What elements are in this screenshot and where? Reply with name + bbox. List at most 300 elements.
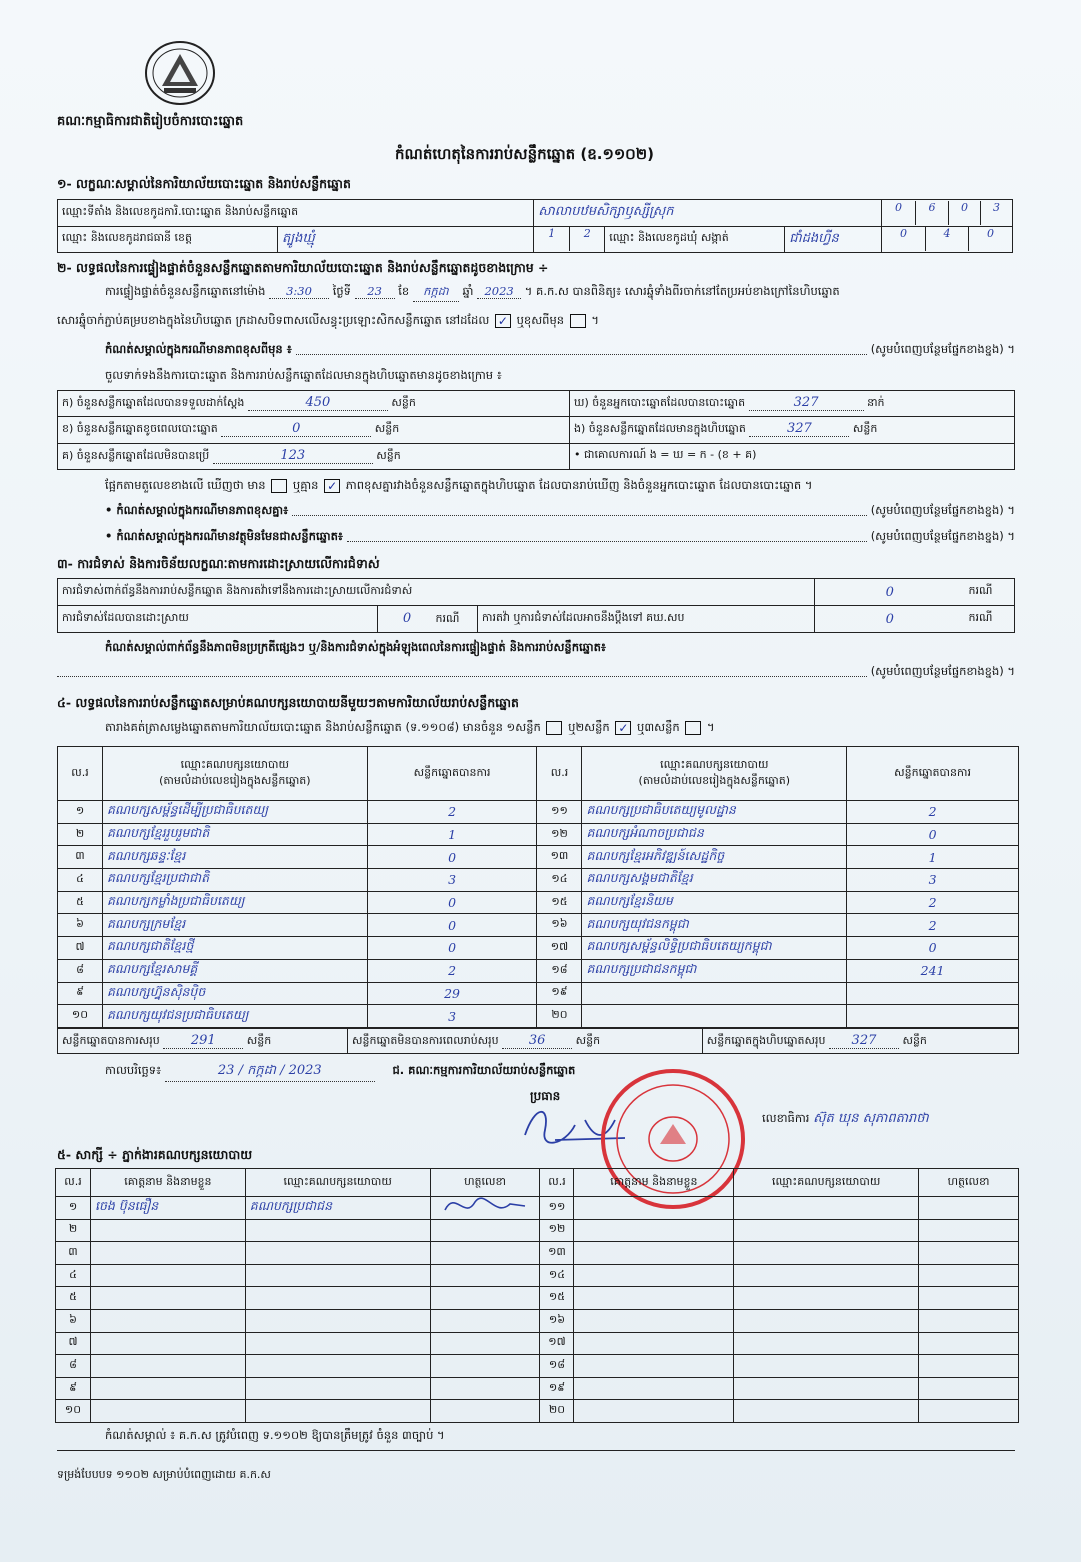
verification-line-2: សោរឆ្នុំចាក់ភ្ជាប់គម្របខាងក្នុងនៃហិបឆ្នោត ក្រដាសបិទពាសលើសន្ធុះប្រឡោះសិកសន្លឹកឆ្នោត នៅដដែល ✓ ឬខុសពីមុន ។ xyxy=(57,313,599,328)
witness-party xyxy=(734,1377,919,1400)
code-digit: 2 xyxy=(569,227,604,251)
party-votes: 2 xyxy=(847,914,1019,937)
row-number: ១៩ xyxy=(540,1377,574,1400)
location-code xyxy=(882,200,1013,227)
year-value: 2023 xyxy=(477,284,521,299)
unit: សន្លឹក xyxy=(376,448,401,462)
row-number: ១៤ xyxy=(540,1264,574,1287)
row-number: ២ xyxy=(58,823,103,846)
secretary-value: ស៊ុត ឃុន សុភាពតារាថា xyxy=(813,1111,929,1126)
row-number: ៤ xyxy=(58,869,103,892)
witness-signature-icon xyxy=(440,1190,530,1226)
party-name: គណបក្សកម្លាំងប្រជាធិបតេយ្យ xyxy=(102,891,367,914)
unit: សន្លឹក xyxy=(575,1033,601,1047)
party-votes: 1 xyxy=(847,846,1019,869)
unit: សន្លឹក xyxy=(391,396,416,410)
count-b-value: 0 xyxy=(221,421,371,437)
bullet-2-field[interactable] xyxy=(347,529,867,542)
row-number: ១៨ xyxy=(537,959,582,982)
count-b xyxy=(58,417,570,443)
chair-label: ប្រធាន xyxy=(530,1089,561,1103)
party-votes xyxy=(847,1005,1019,1028)
commune-value: ជាំដងហ្វីន xyxy=(785,226,882,253)
row-number: ១ xyxy=(58,801,103,824)
unit: សន្លឹក xyxy=(902,1033,927,1047)
witness-name xyxy=(90,1400,245,1423)
witness-signature-cell[interactable] xyxy=(919,1355,1019,1378)
unit-case: ករណី xyxy=(965,579,1015,606)
table-row xyxy=(56,1332,1019,1355)
fill-more-text: (សូមបំពេញបន្ថែមផ្នែកខាងខ្នង) ។ xyxy=(870,664,1015,678)
col-party-sub: (តាមលំដាប់លេខរៀងក្នុងសន្លឹកឆ្នោត) xyxy=(159,773,311,787)
witness-signature-cell[interactable] xyxy=(919,1287,1019,1310)
row-number: ៧ xyxy=(58,937,103,960)
time-value: 3:30 xyxy=(269,284,329,299)
party-name: គណបក្សខ្មែរនិយម xyxy=(582,891,847,914)
tally-text-c: ឬ៣សន្លឹក xyxy=(637,720,680,734)
table-row xyxy=(58,1005,1019,1028)
row-number: ៥ xyxy=(56,1287,91,1310)
text-verification-cont: ។ គ.ក.ស បានពិនិត្យ៖ សោរឆ្នុំទាំងពីរចាក់នៅតែប្រអប់ខាងក្រៅនៃហិបឆ្នោត xyxy=(524,284,840,298)
section-5-title: ៥- សាក្សី ÷ ភ្នាក់ងារគណបក្សនយោបាយ xyxy=(57,1147,253,1162)
section-3-note-line xyxy=(57,664,1015,681)
section-4-title: ៤- លទ្ធផលនៃការរាប់សន្លឹកឆ្នោតសម្រាប់គណបក្សនយោបាយនីមួយៗតាមការិយាល័យរាប់សន្លឹកឆ្នោត xyxy=(57,695,519,710)
witness-name xyxy=(574,1400,734,1423)
table-row xyxy=(58,869,1019,892)
party-name: គណបក្សប្រជាធិបតេយ្យមូលដ្ឋាន xyxy=(582,801,847,824)
code-digit: 6 xyxy=(915,201,948,225)
total-valid-cell xyxy=(58,1029,348,1054)
table-row xyxy=(58,914,1019,937)
table-row xyxy=(56,1309,1019,1332)
party-name: គណបក្សឆន្ទៈខ្មែរ xyxy=(102,846,367,869)
counts-intro: ចួលទាក់ទងនឹងការបោះឆ្នោត និងការរាប់សន្លឹកឆ្នោតដែលមានក្នុងហិបឆ្នោតមានដូចខាងក្រោម ៖ xyxy=(105,368,502,382)
table-row xyxy=(58,846,1019,869)
count-c xyxy=(58,443,570,469)
row-number: ៥ xyxy=(58,891,103,914)
row-number: ៨ xyxy=(56,1355,91,1378)
party-name: គណបក្សសម្ព័ន្ធលិទ្ធិប្រជាធិបតេយ្យកម្ពុជា xyxy=(582,937,847,960)
row-number: ៩ xyxy=(58,982,103,1005)
col-votes: សន្លឹកឆ្នោតបានការ xyxy=(847,747,1019,801)
fill-more-text: (សូមបំពេញបន្ថែមផ្នែកខាងខ្នង) ។ xyxy=(870,503,1015,517)
table-row xyxy=(56,1264,1019,1287)
party-votes: 29 xyxy=(367,982,537,1005)
resolved-label: ការជំទាស់ដែលបានដោះស្រាយ xyxy=(58,606,378,633)
col-party-sub: (តាមលំដាប់លេខរៀងក្នុងសន្លឹកឆ្នោត) xyxy=(638,773,791,787)
col-no: ល.រ xyxy=(540,1169,574,1197)
row-number: ១៦ xyxy=(540,1309,574,1332)
witness-signature-cell[interactable] xyxy=(430,1309,540,1332)
code-digit: 0 xyxy=(895,200,902,214)
witness-name xyxy=(90,1355,245,1378)
same-checkbox[interactable]: ✓ xyxy=(495,314,511,328)
table-row xyxy=(58,801,1019,824)
party-votes: 3 xyxy=(847,869,1019,892)
witness-name xyxy=(574,1377,734,1400)
count-e-value: 327 xyxy=(749,421,849,437)
party-votes: 2 xyxy=(847,891,1019,914)
section-1-table xyxy=(57,199,1013,253)
date-label: កាលបរិច្ឆេទ៖ xyxy=(105,1063,162,1077)
party-votes: 0 xyxy=(847,823,1019,846)
row-number: ១១ xyxy=(537,801,582,824)
witness-party xyxy=(245,1355,430,1378)
party-votes: 1 xyxy=(367,823,537,846)
party-name xyxy=(582,1005,847,1028)
row-number: ១៦ xyxy=(537,914,582,937)
witness-party xyxy=(734,1264,919,1287)
row-number: ១៧ xyxy=(537,937,582,960)
party-votes: 0 xyxy=(367,891,537,914)
different-checkbox[interactable] xyxy=(570,314,586,328)
compare-text-2: ឬគ្មាន xyxy=(292,478,319,492)
witness-signature-cell[interactable] xyxy=(919,1219,1019,1242)
witness-party xyxy=(734,1197,919,1220)
row-number: ៤ xyxy=(56,1264,91,1287)
count-a-value: 450 xyxy=(248,395,388,411)
code-digit: 4 xyxy=(925,227,968,251)
totals-table xyxy=(57,1028,1019,1054)
note-difference-line xyxy=(105,342,1015,359)
witness-party xyxy=(734,1242,919,1265)
province-code xyxy=(534,226,605,253)
table-row xyxy=(56,1377,1019,1400)
party-name: គណបក្សយុវជនកម្ពុជា xyxy=(582,914,847,937)
total-box-value: 327 xyxy=(829,1033,899,1049)
witness-signature-cell[interactable] xyxy=(919,1309,1019,1332)
row-number: ៨ xyxy=(58,959,103,982)
unit: សន្លឹក xyxy=(374,422,400,436)
count-d xyxy=(570,391,1015,417)
commune-code xyxy=(882,226,1013,253)
party-name: គណបក្សអំណាចប្រជាជន xyxy=(582,823,847,846)
day-value: 23 xyxy=(355,284,395,299)
party-votes: 0 xyxy=(367,937,537,960)
two-sheets-checkbox[interactable]: ✓ xyxy=(615,721,631,735)
compare-text-3: ភាពខុសគ្នារវាងចំនួនសន្លឹកឆ្នោតក្នុងហិបឆ្នោត ដែលបានរាប់ឃើញ និងចំនួនអ្នកបោះឆ្នោត ដែលបានបោះឆ្នោត ។ xyxy=(345,478,813,492)
witness-name xyxy=(574,1355,734,1378)
witness-party xyxy=(734,1355,919,1378)
witness-signature-cell[interactable] xyxy=(430,1287,540,1310)
province-value: ត្បូងឃ្មុំ xyxy=(278,226,534,253)
three-sheets-checkbox[interactable] xyxy=(685,721,701,735)
text-year-label: ឆ្នាំ xyxy=(462,284,474,298)
row-number: ១០ xyxy=(56,1400,91,1423)
fill-more-text: (សូមបំពេញបន្ថែមផ្នែកខាងខ្នង) ។ xyxy=(870,342,1015,356)
table-row xyxy=(56,1400,1019,1423)
col-no: ល.រ xyxy=(58,747,103,801)
col-votes: សន្លឹកឆ្នោតបានការ xyxy=(367,747,537,801)
row-number: ១៥ xyxy=(540,1287,574,1310)
witness-signature-cell[interactable] xyxy=(430,1400,540,1423)
table-row xyxy=(56,1219,1019,1242)
row-number: ២០ xyxy=(537,1005,582,1028)
party-name: គណបក្សសង្គមជាតិខ្មែរ xyxy=(582,869,847,892)
one-sheet-checkbox[interactable] xyxy=(546,721,562,735)
footer-divider xyxy=(57,1450,1015,1451)
witness-party xyxy=(734,1332,919,1355)
count-e-label: ង) ចំនួនសន្លឹកឆ្នោតដែលមានក្នុងហិបឆ្នោត xyxy=(574,422,746,436)
witness-party xyxy=(245,1309,430,1332)
witness-signature-cell[interactable] xyxy=(430,1332,540,1355)
count-c-value: 123 xyxy=(213,448,373,464)
row-number: ១៩ xyxy=(537,982,582,1005)
count-a-label: ក) ចំនួនសន្លឹកឆ្នោតដែលបានទទួលដាក់ស្ដែង xyxy=(62,396,245,410)
party-name: គណបក្សយុវជនប្រជាធិបតេយ្យ xyxy=(102,1005,367,1028)
row-number: ២០ xyxy=(540,1400,574,1423)
table-row xyxy=(58,959,1019,982)
unit: សន្លឹក xyxy=(246,1033,272,1047)
table-row xyxy=(58,891,1019,914)
party-name: គណបក្សក្រមខ្មែរ xyxy=(102,914,367,937)
tally-sheets-line: តារាងគត់ត្រាសម្លេងឆ្នោតតាមការិយាល័យបោះឆ្នោត និងរាប់សន្លឹកឆ្នោត (ទ.១១០៨) មានចំនួន ១សន្លឹក ឬ២សន្លឹក ✓ ឬ៣សន្លឹក ។ xyxy=(105,720,715,735)
row-number: ១៣ xyxy=(540,1242,574,1265)
witness-table xyxy=(55,1168,1019,1423)
formula: • ជាគោលការណ៍ ង = ឃ = ក - (ខ + គ) xyxy=(570,443,1015,469)
count-d-label: ឃ) ចំនួនអ្នកបោះឆ្នោតដែលបានបោះឆ្នោត xyxy=(574,396,746,410)
col-no: ល.រ xyxy=(56,1169,91,1197)
location-label: ឈ្មោះទីតាំង និងលេខកូដការិ.បោះឆ្នោត និងរាប់សន្លឹកឆ្នោត xyxy=(58,200,534,227)
party-name: គណបក្សខ្មែរអភិវឌ្ឍន៍សេដ្ឋកិច្ច xyxy=(582,846,847,869)
table-row xyxy=(56,1287,1019,1310)
section-3-note: កំណត់សម្គាល់ពាក់ព័ន្ធនឹងភាពមិនប្រក្រតីផ្សេងៗ ឬ/និងការជំទាស់ក្នុងអំឡុងពេលនៃការផ្ទៀងផ្ទាត់ និងការរាប់សន្លឹកឆ្នោត៖ xyxy=(105,640,606,654)
party-votes: 2 xyxy=(367,959,537,982)
row-number: ១១ xyxy=(540,1197,574,1220)
count-c-label: គ) ចំនួនសន្លឹកឆ្នោតដែលមិនបានប្រើ xyxy=(62,448,210,462)
unit: នាក់ xyxy=(867,396,885,410)
footnote: កំណត់សម្គាល់ ៖ គ.ក.ស ត្រូវបំពេញ ទ.១១០២ ឱ្យបានត្រឹមត្រូវ ចំនួន ៣ច្បាប់ ។ xyxy=(105,1428,445,1442)
party-votes: 2 xyxy=(847,801,1019,824)
col-name: គោត្តនាម និងនាមខ្លួន xyxy=(90,1169,245,1197)
unit: សន្លឹក xyxy=(852,422,878,436)
witness-party xyxy=(245,1287,430,1310)
party-name: គណបក្សសម្ព័ន្ធដើម្បីប្រជាធិបតេយ្យ xyxy=(102,801,367,824)
row-number: ៩ xyxy=(56,1377,91,1400)
witness-party xyxy=(734,1219,919,1242)
witness-name xyxy=(574,1197,734,1220)
verification-line-1 xyxy=(105,284,1015,302)
counts-table xyxy=(57,390,1015,470)
appeal-value: 0 xyxy=(815,606,965,633)
date-value: 23 / កក្កដា / 2023 xyxy=(165,1062,375,1082)
table-row xyxy=(56,1197,1019,1220)
party-votes: 3 xyxy=(367,869,537,892)
witness-name xyxy=(574,1309,734,1332)
witness-signature-cell[interactable] xyxy=(919,1264,1019,1287)
section-3-note-field[interactable] xyxy=(57,664,867,677)
bullet-1-label: • កំណត់សម្គាល់ក្នុងករណីមានភាពខុសគ្នា៖ xyxy=(105,503,289,517)
party-name: គណបក្សហ្វ៊ុនស៊ិនប៉ិច xyxy=(102,982,367,1005)
count-e xyxy=(570,417,1015,443)
witness-party: គណបក្សប្រជាជន xyxy=(245,1197,430,1220)
witness-party xyxy=(245,1400,430,1423)
secretary-label: លេខាធិការ xyxy=(762,1111,810,1125)
party-votes: 241 xyxy=(847,959,1019,982)
text-different: ឬខុសពីមុន xyxy=(516,313,565,327)
witness-name xyxy=(574,1287,734,1310)
resolved-value-cell xyxy=(378,606,478,633)
nec-emblem-icon xyxy=(142,38,218,108)
row-number: ៦ xyxy=(58,914,103,937)
location-value: សាលាបឋមសិក្សាឫស្សីស្រុក xyxy=(534,200,882,227)
code-digit: 0 xyxy=(900,227,907,241)
row-number: ៧ xyxy=(56,1332,91,1355)
witness-name xyxy=(90,1309,245,1332)
witness-name xyxy=(574,1242,734,1265)
text-seal-status: សោរឆ្នុំចាក់ភ្ជាប់គម្របខាងក្នុងនៃហិបឆ្នោត ក្រដាសបិទពាសលើសន្ធុះប្រឡោះសិកសន្លឹកឆ្នោត នៅដដែល xyxy=(57,313,490,327)
witness-name xyxy=(90,1332,245,1355)
witness-party xyxy=(245,1219,430,1242)
party-results-table xyxy=(57,746,1019,1028)
table-row xyxy=(58,982,1019,1005)
witness-signature-cell[interactable] xyxy=(919,1332,1019,1355)
row-number: ៦ xyxy=(56,1309,91,1332)
col-party-label: ឈ្មោះគណបក្សនយោបាយ xyxy=(660,757,769,771)
witness-signature-cell[interactable] xyxy=(430,1264,540,1287)
objections-table xyxy=(57,578,1015,633)
total-invalid-value: 36 xyxy=(502,1033,572,1049)
row-number: ១៤ xyxy=(537,869,582,892)
note-difference-field[interactable] xyxy=(296,342,867,355)
no-difference-checkbox[interactable]: ✓ xyxy=(324,479,340,493)
row-number: ១២ xyxy=(537,823,582,846)
total-valid-value: 291 xyxy=(163,1033,243,1049)
objection-row-1-value: 0 xyxy=(815,579,965,606)
form-title: កំណត់ហេតុនៃការរាប់សន្លឹកឆ្នោត (ឧ.១១០២) xyxy=(395,145,655,163)
witness-name xyxy=(574,1332,734,1355)
appeal-label: ការតវ៉ា ឬការជំទាស់ដែលអាចនឹងប្ដឹងទៅ គឃ.សប xyxy=(478,606,815,633)
note-difference-label: កំណត់សម្គាល់ក្នុងករណីមានភាពខុសពីមុន ៖ xyxy=(105,342,292,356)
section-3-title: ៣- ការជំទាស់ និងការចិន័យលក្ខណៈតាមការដោះស្រាយលើការជំទាស់ xyxy=(57,556,380,571)
row-number: ១២ xyxy=(540,1219,574,1242)
count-a xyxy=(58,391,570,417)
row-number: ២ xyxy=(56,1219,91,1242)
col-party: ឈ្មោះគណបក្សនយោបាយ xyxy=(245,1169,430,1197)
party-votes: 3 xyxy=(367,1005,537,1028)
witness-name xyxy=(90,1219,245,1242)
form-footer: ទម្រង់បែបបទ ១១០២ សម្រាប់បំពេញដោយ គ.ក.ស xyxy=(57,1468,271,1481)
section-1-title: ១- លក្ខណៈសម្គាល់នៃការិយាល័យបោះឆ្នោត និងរាប់សន្លឹកឆ្នោត xyxy=(57,176,351,191)
has-difference-checkbox[interactable] xyxy=(271,479,287,493)
witness-party xyxy=(245,1332,430,1355)
code-digit: 3 xyxy=(980,201,1012,225)
table-row xyxy=(58,937,1019,960)
total-valid-label: សន្លឹកឆ្នោតបានការសរុប xyxy=(62,1033,160,1047)
witness-name xyxy=(90,1242,245,1265)
party-name: គណបក្សប្រជាជនកម្ពុជា xyxy=(582,959,847,982)
witness-name: ចេង ប៊ុនធឿន xyxy=(90,1197,245,1220)
bullet-2-label: • កំណត់សម្គាល់ក្នុងករណីមានវត្ថុមិនមែនជាសន្លឹកឆ្នោត៖ xyxy=(105,529,343,543)
col-sign: ហត្ថលេខា xyxy=(919,1169,1019,1197)
col-party: ឈ្មោះគណបក្សនយោបាយ xyxy=(734,1169,919,1197)
witness-party xyxy=(245,1377,430,1400)
party-name: គណបក្សជាតិខ្មែរថ្មី xyxy=(102,937,367,960)
row-number: ១៣ xyxy=(537,846,582,869)
witness-signature-cell[interactable] xyxy=(430,1242,540,1265)
province-label: ឈ្មោះ និងលេខកូដរាជធានី ខេត្ត xyxy=(58,226,278,253)
witness-name xyxy=(90,1287,245,1310)
col-party xyxy=(102,747,367,801)
witness-party xyxy=(245,1264,430,1287)
party-votes: 2 xyxy=(367,801,537,824)
witness-signature-cell[interactable] xyxy=(919,1377,1019,1400)
objection-row-1-label: ការជំទាស់ពាក់ព័ន្ធនឹងការរាប់សន្លឹកឆ្នោត និងការតវ៉ាទៅនឹងការដោះស្រាយលើការជំទាស់ xyxy=(58,579,815,606)
witness-party xyxy=(734,1287,919,1310)
party-name: គណបក្សខ្មែររួបរួមជាតិ xyxy=(102,823,367,846)
col-no: ល.រ xyxy=(537,747,582,801)
row-number: ១ xyxy=(56,1197,91,1220)
org-name: គណៈកម្មាធិការជាតិរៀបចំការបោះឆ្នោត xyxy=(57,114,244,129)
code-digit: 1 xyxy=(548,227,556,241)
party-votes: 0 xyxy=(367,846,537,869)
count-d-value: 327 xyxy=(749,395,864,411)
witness-signature-cell[interactable] xyxy=(919,1242,1019,1265)
section-2-title: ២- លទ្ធផលនៃការផ្ទៀងផ្ទាត់ចំនួនសន្លឹកឆ្នោតតាមការិយាល័យបោះឆ្នោត និងរាប់សន្លឹកឆ្នោតដូចខាងក្រោម ÷ xyxy=(57,260,549,275)
bullet-1-line xyxy=(105,503,1015,520)
witness-party xyxy=(734,1309,919,1332)
table-row xyxy=(56,1355,1019,1378)
col-party xyxy=(582,747,847,801)
total-box-label: សន្លឹកឆ្នោតក្នុងហិបឆ្នោតសរុប xyxy=(706,1033,826,1047)
count-b-label: ខ) ចំនួនសន្លឹកឆ្នោតខូចពេលបោះឆ្នោត xyxy=(62,422,218,436)
witness-name xyxy=(90,1264,245,1287)
witness-party xyxy=(734,1400,919,1423)
resolved-value: 0 xyxy=(402,610,412,626)
unit-case: ករណី xyxy=(435,611,460,625)
row-number: ១៥ xyxy=(537,891,582,914)
compare-text: ផ្អែកតាមតួលេខខាងលើ ឃើញថា មាន xyxy=(105,478,266,492)
party-votes: 0 xyxy=(847,937,1019,960)
date-line xyxy=(105,1062,575,1082)
col-party-label: ឈ្មោះគណបក្សនយោបាយ xyxy=(180,757,289,771)
compare-line xyxy=(105,478,812,495)
total-invalid-cell xyxy=(348,1029,703,1054)
witness-name xyxy=(90,1377,245,1400)
code-digit: 0 xyxy=(948,201,980,225)
row-number: ៣ xyxy=(56,1242,91,1265)
witness-signature-cell[interactable] xyxy=(919,1400,1019,1423)
party-votes: 0 xyxy=(367,914,537,937)
committee-label: ជ. គណៈកម្មការការិយាល័យរាប់សន្លឹកឆ្នោត xyxy=(392,1063,576,1077)
row-number: ៣ xyxy=(58,846,103,869)
witness-signature-cell[interactable] xyxy=(919,1197,1019,1220)
fill-more-text: (សូមបំពេញបន្ថែមផ្នែកខាងខ្នង) ។ xyxy=(870,529,1015,543)
table-row xyxy=(58,823,1019,846)
col-name: គោត្តនាម និងនាមខ្លួន xyxy=(574,1169,734,1197)
text-month-label: ខែ xyxy=(398,284,410,298)
row-number: ១៨ xyxy=(540,1355,574,1378)
witness-signature-cell[interactable] xyxy=(430,1377,540,1400)
witness-name xyxy=(574,1264,734,1287)
secretary-line xyxy=(762,1110,929,1129)
party-name xyxy=(582,982,847,1005)
witness-name xyxy=(574,1219,734,1242)
code-digit: 0 xyxy=(968,227,1012,251)
bullet-1-field[interactable] xyxy=(292,503,867,516)
total-box-cell xyxy=(702,1029,1018,1054)
party-name: គណបក្សខ្មែរសាមគ្គី xyxy=(102,959,367,982)
witness-signature-cell[interactable] xyxy=(430,1355,540,1378)
row-number: ១៧ xyxy=(540,1332,574,1355)
text-time-label: ការផ្ទៀងផ្ទាត់ចំនួនសន្លឹកឆ្នោតនៅម៉ោង xyxy=(105,284,266,298)
commune-label: ឈ្មោះ និងលេខកូដឃុំ សង្កាត់ xyxy=(605,226,785,253)
col-sign: ហត្ថលេខា xyxy=(430,1169,540,1197)
party-votes xyxy=(847,982,1019,1005)
bullet-2-line xyxy=(105,529,1015,546)
witness-party xyxy=(245,1242,430,1265)
month-value: កក្កដា xyxy=(413,284,459,302)
